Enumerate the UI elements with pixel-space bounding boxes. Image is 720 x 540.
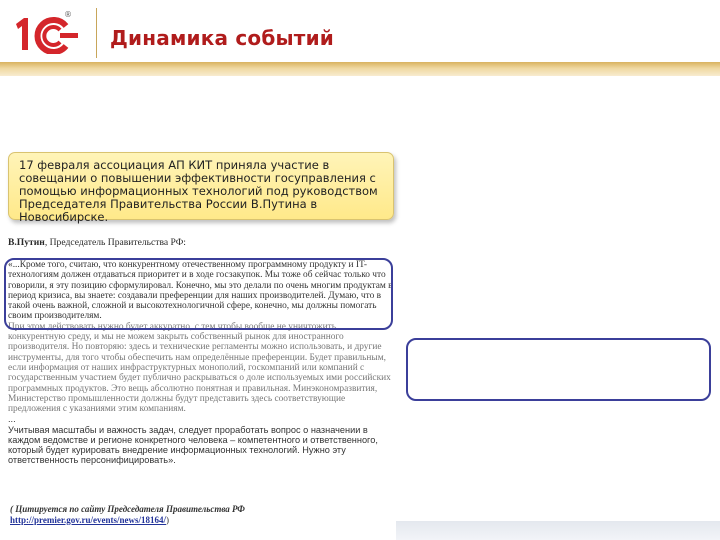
- source-link[interactable]: http://premier.gov.ru/events/news/18164/: [10, 514, 166, 525]
- speaker-name: В.Путин: [8, 237, 45, 248]
- callout-text: 17 февраля ассоциация АП КИТ приняла участие в совещании о повышении эффективности госуправления с помощью информационных технологий под руководством Председателя Правительства России В.Путина в Новосибирске.: [19, 158, 378, 224]
- quote-lower: При этом действовать нужно будет аккуратно, с тем чтобы вообще не уничтожить конкурентную среду, и мы не можем закрыть собственный рынок для иностранного производителя. Но повторяю: здесь и технические регламенты можно использовать, и другие инструменты, для того чтобы обеспечить нам определённые преференции. Будет правильным, если информация от наших инфраструктурных монополий, госкомпаний или компаний с государственным участием будет публично раскрываться о доле используемых ими российских программных продуктов. Это вещь абсолютно понятная и правильная. Минэкономразвития, Министерство промышленности должны будут представить здесь соответствующие предложения с указаниями этим компаниям.: [8, 321, 391, 415]
- empty-highlight-frame: [406, 338, 711, 401]
- quote-upper: «...Кроме того, считаю, что конкурентному отечественному программному продукту и IT-технологиям должен отдаваться приоритет и в ходе госзакупок. Мы тоже об сейчас только что говорили, я эту позицию сформулировал. Конечно, мы это делали по очень многим продуктам в период кризиса, вы знаете: создавали преференции для наших производителей. Думаю, что в такой очень важной, сложной и высокотехнологичной сфере, конечно, мы должны помогать своим производителям.: [8, 260, 393, 322]
- speaker-role: , Председатель Правительства РФ:: [44, 237, 186, 248]
- registered-mark: ®: [64, 10, 72, 19]
- page-title: Динамика событий: [110, 26, 335, 50]
- header-gold-band: [0, 62, 720, 76]
- source-cite-text: ( Цитируется по сайту Председателя Правительства РФ: [10, 504, 245, 514]
- source-close: ): [166, 514, 169, 525]
- quote-ellipsis: ...: [8, 414, 16, 425]
- footer-band: [396, 521, 720, 540]
- 1c-logo-icon: [10, 14, 80, 54]
- slide-header: [0, 0, 720, 62]
- quote-highlight-frame: [4, 258, 393, 330]
- event-callout: [8, 152, 394, 224]
- quote-tail: Учитывая масштабы и важность задач, следует проработать вопрос о назначении в каждом ведомстве и регионе конкретного человека – компетентного и ответственного, который будет курировать внедрение информационных технологий. Нужно эту ответственность персонифицировать».: [8, 424, 378, 466]
- header-divider: [96, 8, 97, 58]
- speaker-line: [8, 238, 396, 248]
- source-citation: [10, 504, 394, 525]
